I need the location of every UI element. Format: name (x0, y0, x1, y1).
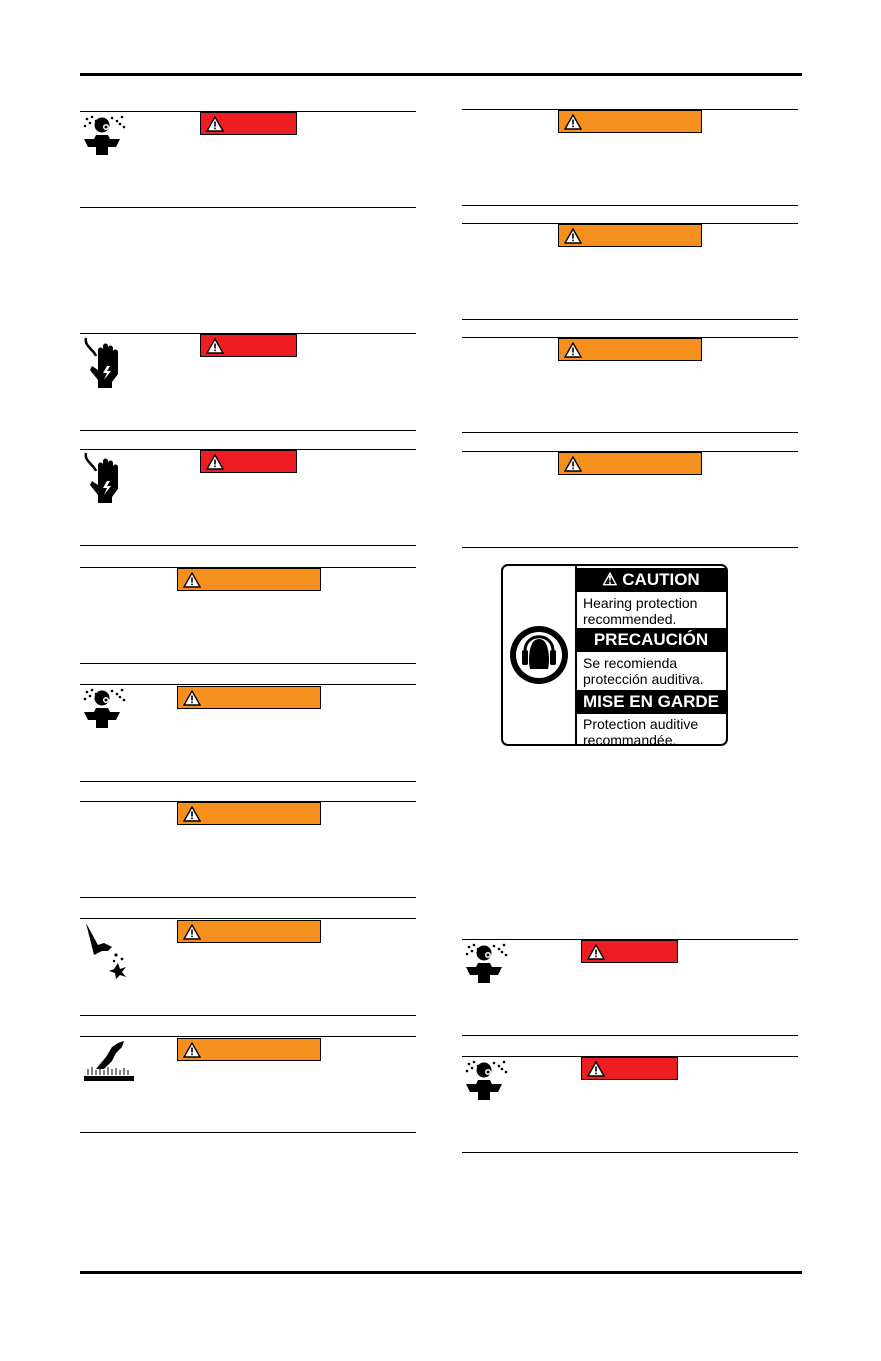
precaucion-heading: PRECAUCIÓN (576, 628, 726, 652)
alert-triangle-icon (183, 924, 201, 940)
precaucion-text-line-1: Se recomienda (583, 655, 678, 671)
warning-badge (558, 338, 702, 361)
alert-triangle-icon (183, 572, 201, 588)
danger-badge (200, 112, 297, 135)
label-icon-panel (503, 566, 577, 744)
section-divider (462, 547, 798, 548)
warning-badge (177, 802, 321, 825)
section-divider (462, 1035, 798, 1036)
section-divider (80, 545, 416, 546)
caution-text-line-1: Hearing protection (583, 595, 698, 611)
precaucion-text-line-2: protección auditiva. (583, 671, 704, 687)
section-divider (80, 918, 416, 919)
section-divider (80, 207, 416, 208)
caution-heading: ⚠ CAUTION (576, 568, 726, 592)
alert-triangle-icon (587, 1061, 605, 1077)
section-divider (462, 432, 798, 433)
caution-text-line-2: recommended. (583, 611, 677, 627)
alert-triangle-icon (183, 1042, 201, 1058)
warning-badge (558, 224, 702, 247)
warning-badge (177, 568, 321, 591)
danger-badge (581, 940, 678, 963)
warning-badge (177, 686, 321, 709)
alert-triangle-icon (206, 338, 224, 354)
alert-triangle-icon (564, 114, 582, 130)
respiratory-hazard-icon (464, 1058, 508, 1105)
mise-en-garde-text (583, 716, 722, 746)
respiratory-hazard-icon (82, 686, 126, 733)
moving-parts-hand-icon (82, 921, 134, 984)
warning-badge (177, 1038, 321, 1061)
electric-shock-hand-icon (82, 451, 126, 512)
section-divider (80, 663, 416, 664)
alert-triangle-icon (564, 228, 582, 244)
top-rule (80, 73, 802, 76)
alert-triangle-icon (587, 944, 605, 960)
mise-en-garde-heading: MISE EN GARDE (576, 690, 726, 714)
mise-en-garde-text-line-1: Protection auditive (583, 716, 699, 732)
hearing-protection-label (501, 564, 728, 746)
alert-triangle-icon (564, 342, 582, 358)
label-text-panel (576, 566, 726, 744)
danger-badge (200, 334, 297, 357)
alert-triangle-icon (206, 454, 224, 470)
warning-badge (177, 920, 321, 943)
alert-triangle-icon (183, 690, 201, 706)
alert-triangle-icon (206, 116, 224, 132)
respiratory-hazard-icon (82, 113, 126, 160)
alert-triangle-icon (183, 806, 201, 822)
precaucion-text (583, 655, 722, 687)
danger-badge (581, 1057, 678, 1080)
section-divider (80, 897, 416, 898)
warning-badge (558, 452, 702, 475)
section-divider (80, 1036, 416, 1037)
hot-surface-hand-icon (82, 1039, 136, 1088)
mise-en-garde-text-line-2: recommandée. (583, 732, 677, 746)
danger-badge (200, 450, 297, 473)
section-divider (462, 319, 798, 320)
hearing-protection-icon (503, 566, 575, 744)
caution-text (583, 595, 722, 627)
section-divider (80, 684, 416, 685)
section-divider (80, 781, 416, 782)
section-divider (462, 205, 798, 206)
alert-triangle-icon (564, 456, 582, 472)
warning-badge (558, 110, 702, 133)
section-divider (462, 1152, 798, 1153)
section-divider (80, 1015, 416, 1016)
section-divider (80, 430, 416, 431)
section-divider (80, 1132, 416, 1133)
respiratory-hazard-icon (464, 941, 508, 988)
electric-shock-hand-icon (82, 336, 126, 397)
bottom-rule (80, 1271, 802, 1274)
